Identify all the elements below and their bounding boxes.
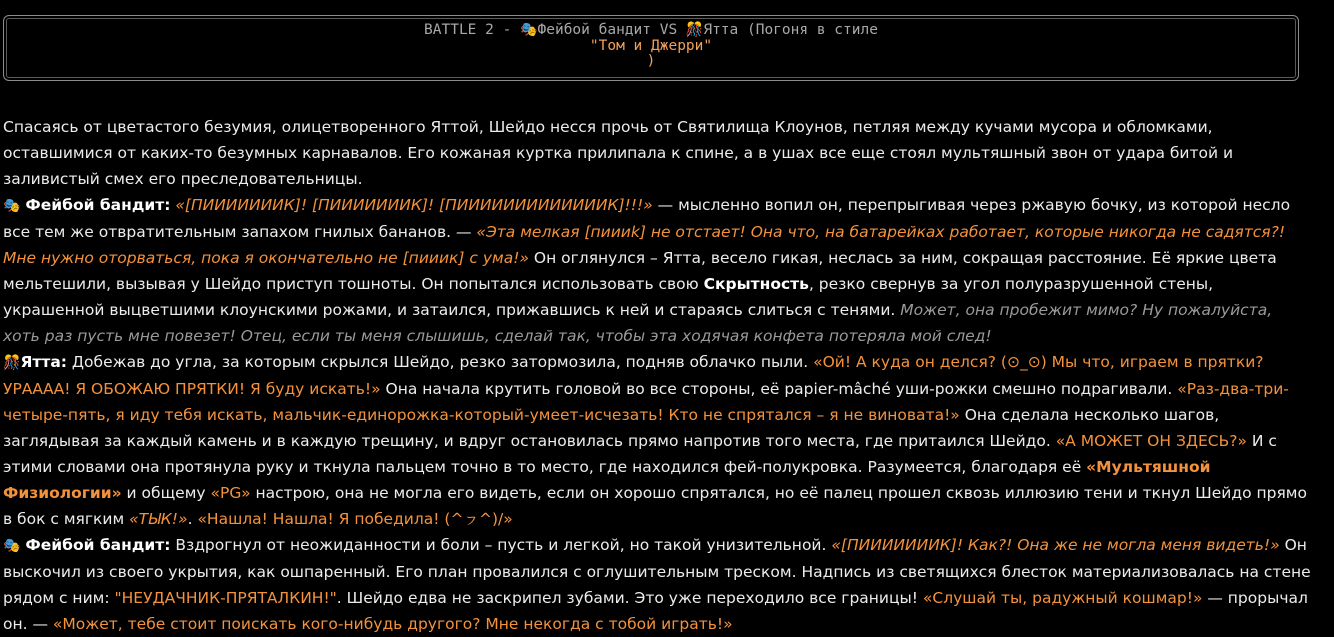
quote: «А МОЖЕТ ОН ЗДЕСЬ?»: [1055, 432, 1247, 450]
skill-name: Скрытность: [703, 275, 809, 293]
battle-title-close: ): [646, 53, 656, 69]
narration: Вздрогнул от неожиданности и боли – пусть и легкой, но такой унизительной.: [170, 536, 832, 554]
dialogue-paragraph-faeboy-2: [3, 532, 1313, 637]
confetti-icon: 🎊: [3, 355, 21, 371]
fighter-2-name: Ятта (Погоня в стиле: [703, 22, 878, 38]
narration: И с этими словами она протянула руку и ткнула пальцем точно в то место, где находился фей-полукровка. Разумеется, благодаря её: [3, 432, 1277, 476]
speaker-name: Фейбой бандит:: [25, 196, 171, 214]
story-text: [3, 114, 1313, 637]
quote: «Эта мелкая [пиииk] не отстает! Она что, на батарейках работает, которые никогда не садятся?! Мне нужно оторваться, пока я окончательно не [пииик] с ума!»: [3, 223, 1286, 267]
quote: «Раз-два-три-четыре-пять, я иду тебя искать, мальчик-единорожка-который-умеет-исчезать! Кто не спрятался – я не виновата!»: [3, 380, 1289, 424]
narration: — прорычал он. —: [3, 589, 1308, 633]
sound-effect: «ТЫК!»: [129, 510, 188, 528]
narration: Она начала крутить головой во все стороны, её papier-mâché уши-рожки смешно подрагивали.: [380, 380, 1178, 398]
narration: и общему: [121, 484, 211, 502]
narration-paragraph: Спасаясь от цветастого безумия, олицетворенного Яттой, Шейдо несся прочь от Святилища Клоунов, петляя между кучами мусора и обломками, оставшимися от каких-то безумных карнавалов. Его кожаная куртка прилипала к спине, а в ушах все еще стоял мультяшный звон от удара битой и заливистый смех его преследовательницы.: [3, 118, 1234, 188]
battle-label: BATTLE 2 -: [424, 22, 521, 38]
mask-icon: 🎭: [3, 198, 21, 214]
battle-header: [3, 15, 1299, 81]
narration: .: [187, 510, 198, 528]
quote: «Ой! А куда он делся? (⊙_⊙) Мы что, играем в прятки? УРАААА! Я ОБОЖАЮ ПРЯТКИ! Я буду искать!»: [3, 353, 1264, 398]
narration: Он оглянулся – Ятта, весело гикая, неслась за ним, сокращая расстояние. Её яркие цвета мельтешили, вызывая у Шейдо приступ тошноты. Он попытался использовать свою: [3, 249, 1277, 293]
quote: «Нашла! Нашла! Я победила! (^ㇷ^)/»: [197, 510, 513, 528]
dialogue-paragraph-yatta: [3, 349, 1313, 532]
battle-title-line: [4, 23, 1298, 39]
narration: Она сделала несколько шагов, заглядывая за каждый камень и в каждую трещину, и вдруг остановилась прямо напротив того места, где притаился Шейдо.: [3, 406, 1220, 450]
quote: «Слушай ты, радужный кошмар!»: [922, 589, 1203, 607]
narration: . Шейдо едва не заскрипел зубами. Это уже переходило все границы!: [336, 589, 923, 607]
speaker-name: Ятта:: [20, 353, 67, 371]
quote: «[ПИИИИИИИК]! [ПИИИИИИИК]! [ПИИИИИИИИИИИИИК]!!!»: [175, 196, 653, 214]
mask-icon: 🎭: [3, 538, 21, 554]
ability-name: «Мультяшной Физиологии»: [3, 458, 1211, 502]
quote: «Может, тебе стоит поискать кого-нибудь другого? Мне некогда с тобой играть!»: [52, 615, 733, 633]
dialogue-paragraph-faeboy-1: [3, 192, 1313, 349]
quote: «[ПИИИИИИИК]! Как?! Она же не могла меня видеть!»: [831, 536, 1280, 554]
confetti-icon: 🎊: [685, 22, 704, 38]
quote: «PG»: [210, 484, 251, 502]
narration: Он выскочил из своего укрытия, как ошпаренный. Его план провалился с оглушительным треском. Надпись из светящихся блесток материализовалась на стене рядом с ним:: [3, 536, 1311, 607]
battle-style-subtitle: "Том и Джерри": [589, 37, 713, 54]
speaker-name: Фейбой бандит:: [25, 536, 171, 554]
narration: — мысленно вопил он, перепрыгивая через ржавую бочку, из которой несло все тем же отвратительным запахом гнилых бананов. —: [3, 196, 1291, 241]
narration: настрою, она не могла его видеть, если он хорошо спрятался, но её палец прошел сквозь иллюзию тени и ткнул Шейдо прямо в бок с мягким: [3, 484, 1307, 528]
narration: , резко свернув за угол полуразрушенной стены, украшенной выцветшими клоунскими рожами, и затаился, прижавшись к ней и стараясь слиться с тенями.: [3, 275, 1214, 319]
fighter-1-name: Фейбой бандит VS: [537, 22, 686, 38]
inner-thought: Может, она пробежит мимо? Ну пожалуйста, хоть раз пусть мне повезет! Отец, если ты меня слышишь, сделай так, чтобы эта ходячая конфета потеряла мой след!: [3, 301, 1273, 345]
mask-icon: 🎭: [520, 22, 538, 38]
glitter-sign-text: "НЕУДАЧНИК-ПРЯТАЛКИН!": [114, 589, 337, 607]
narration: Добежав до угла, за которым скрылся Шейдо, резко затормозила, подняв облачко пыли.: [67, 353, 814, 371]
